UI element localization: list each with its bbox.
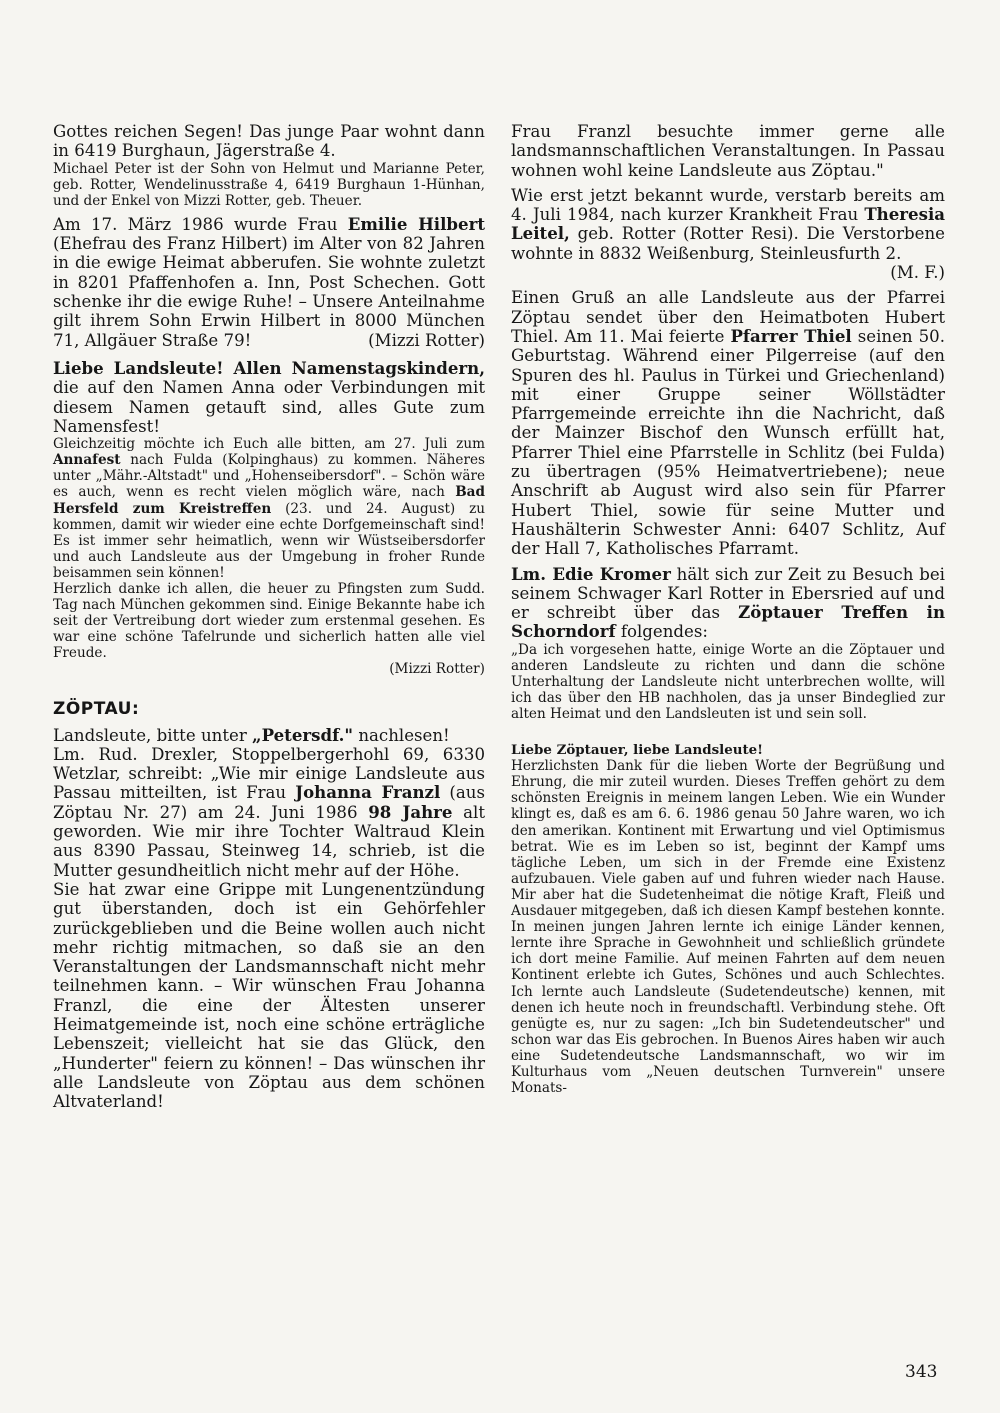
- signature: (Mizzi Rotter): [389, 661, 485, 678]
- franzl-birthday: Lm. Rud. Drexler, Stoppelbergerhohl 69, 6330 Wetzlar, schreibt: „Wie mir einige Landsleute aus Passau mitteilten, ist Frau Johanna Franzl (aus Zöptau Nr. 27) am 24. Juni 1986 98 Jahre alt geworden. Wie mir ihre Tochter Waltraud Klein aus 8390 Passau, Steinweg 14, schrieb, ist die Mutter gesundheitlich nicht mehr auf der Höhe.: [53, 744, 485, 880]
- right-column: [511, 122, 945, 1096]
- obituary-hilbert: Am 17. März 1986 wurde Frau Emilie Hilbert (Ehefrau des Franz Hilbert) im Alter von 82 Jahren in die ewige Heimat abberufen. Sie wohnte zuletzt in 8201 Pfaffenhofen a. Inn, Post Schechen. Gott schenke ihr die ewige Ruhe! – Unsere Anteilnahme gilt ihrem Sohn Erwin Hilbert in 8000 München 71, Allgäuer Straße 79! (Mizzi Rotter): [53, 213, 485, 350]
- signature: (Mizzi Rotter): [368, 330, 485, 350]
- letter-salutation: Liebe Zöptauer, liebe Landsleute!: [511, 742, 764, 759]
- kromer-report: Lm. Edie Kromer hält sich zur Zeit zu Besuch bei seinem Schwager Karl Rotter in Ebersried auf und er schreibt über das Zöptauer Treffen in Schorndorf folgendes:: [511, 563, 946, 642]
- annafest-invitation: Gleichzeitig möchte ich Euch alle bitten, am 27. Juli zum Annafest nach Fulda (Kolpinghaus) zu kommen. Näheres unter „Mähr.-Altstadt" und „Hohenseibersdorf". – Schön wäre es auch, wenn es recht vielen möglich wäre, nach Bad Hersfeld zum Kreistreffen (23. und 24. August) zu kommen, damit wir wieder eine echte Dorfgemeinschaft sind! Es ist immer sehr heimatlich, wenn wir Wüstseibersdorfer und auch Landsleute aus der Umgebung in froher Runde beisammen sein können!: [53, 436, 485, 581]
- obituary-leitel: Wie erst jetzt bekannt wurde, verstarb bereits am 4. Juli 1984, nach kurzer Krankheit Frau Theresia Leitel, geb. Rotter (Rotter Resi). Die Verstorbene wohnte in 8832 Weißenburg, Steinleusfurth 2. (M. F.): [511, 185, 945, 283]
- paragraph: Frau Franzl besuchte immer gerne alle landsmannschaftlichen Veranstaltungen. In Passau wohnen wohl keine Landsleute aus Zöptau.": [511, 122, 945, 180]
- paragraph: Gottes reichen Segen! Das junge Paar wohnt dann in 6419 Burghaun, Jägerstraße 4.: [53, 122, 485, 161]
- left-column: [53, 122, 485, 1111]
- thanks-paragraph: Herzlich danke ich allen, die heuer zu Pfingsten zum Sudd. Tag nach München gekommen sind. Einige Bekannte habe ich seit der Vertreibung dort wieder zum erstenmal gesehen. Es war eine schöne Tafelrunde und sicherlich hatten alle viel Freude. (Mizzi Rotter): [53, 580, 485, 678]
- letter-body: Herzlichsten Dank für die lieben Worte der Begrüßung und Ehrung, die mir zuteil wurden. Dieses Treffen gehört zu dem schönsten Ereignis in meinem langen Leben. Wie ein Wunder klingt es, daß es am 6. 6. 1986 genau 50 Jahre waren, wo ich den amerikan. Kontinent mit Erwartung und viel Optimismus betrat. Wie es im Leben so ist, beginnt der Kampf ums tägliche Leben, um sich in der Fremde eine Existenz aufzubauen. Viele gaben auf und fuhren wieder nach Hause. Mir aber hat die Sudetenheimat die nötige Kraft, Fleiß und Ausdauer mitgegeben, daß ich diesen Kampf bestehen konnte. In meinen jungen Jahren lernte ich einige Länder kennen, lernte ihre Sprache in Gewohnheit und schließlich gründete ich dort meine Familie. Auf meinen Fahrten auf dem neuen Kontinent erlebte ich Gutes, Schönes und auch Schlechtes. Ich lernte auch Landsleute (Sudetendeutsche) kennen, mit denen ich heute noch in freundschaftl. Verbindung stehe. Oft genügte es, nur zu sagen: „Ich bin Sudetendeutscher" und schon war das Eis gebrochen. In Buenos Aires haben wir auch eine Sudetendeutsche Landsmannschaft, wo wir im Kulturhaus vom „Neuen deutschen Turnverein" unsere Monats-: [511, 758, 945, 1097]
- paragraph-small: Michael Peter ist der Sohn von Helmut und Marianne Peter, geb. Rotter, Wendelinusstraße 4, 6419 Burghaun 1-Hünhan, und der Enkel von Mizzi Rotter, geb. Theuer.: [53, 160, 485, 209]
- section-heading: ZÖPTAU:: [53, 698, 140, 719]
- paragraph-small: „Da ich vorgesehen hatte, einige Worte an die Zöptauer und anderen Landsleute zu richten und dann die schöne Unterhaltung der Landsleute nicht unterbrechen wollte, will ich das über den HB nachholen, das ja unser Bindeglied zur alten Heimat und den Landsleuten ist und sein soll.: [511, 641, 945, 723]
- signature: (M. F.): [890, 263, 945, 283]
- paragraph: Sie hat zwar eine Grippe mit Lungenentzündung gut überstanden, doch ist ein Gehörfehler zurückgeblieben und die Beine wollen auch nicht mehr richtig mitmachen, so daß sie an den Veranstaltungen der Landsmannschaft nicht mehr teilnehmen kann. – Wir wünschen Frau Johanna Franzl, die eine der Ältesten unserer Heimatgemeinde ist, noch eine schöne erträgliche Lebenszeit; vielleicht hat sie das Glück, den „Hunderter" feiern zu können! – Das wünschen ihr alle Landsleute von Zöptau aus dem schönen Altvaterland!: [53, 879, 485, 1112]
- thiel-greeting: Einen Gruß an alle Landsleute aus der Pfarrei Zöptau sendet über den Heimatboten Hubert Thiel. Am 11. Mai feierte Pfarrer Thiel seinen 50. Geburtstag. Während einer Pilgerreise (auf den Spuren des hl. Paulus in Türkei und Griechenland) mit einer Gruppe seiner Wöllstädter Pfarrgemeinde erreichte ihn die Nachricht, daß der Mainzer Bischof den Wunsch erfüllt hat, Pfarrer Thiel eine Pfarrstelle in Schlitz (bei Fulda) zu übertragen (95% Heimatvertriebene); neue Anschrift ab August wird also sein für Pfarrer Hubert Thiel, sowie für seine Mutter und Haushälterin Schwester Anni: 6407 Schlitz, Auf der Hall 7, Katholisches Pfarramt.: [511, 288, 945, 559]
- paragraph: Landsleute, bitte unter „Petersdf." nachlesen!: [53, 724, 450, 745]
- name-highlight: Emilie Hilbert: [347, 213, 485, 234]
- page-number: 343: [905, 1362, 938, 1382]
- name-day-greeting: Liebe Landsleute! Allen Namenstagskindern, die auf den Namen Anna oder Verbindungen mit diesem Namen getauft sind, alles Gute zum Namensfest!: [53, 357, 485, 436]
